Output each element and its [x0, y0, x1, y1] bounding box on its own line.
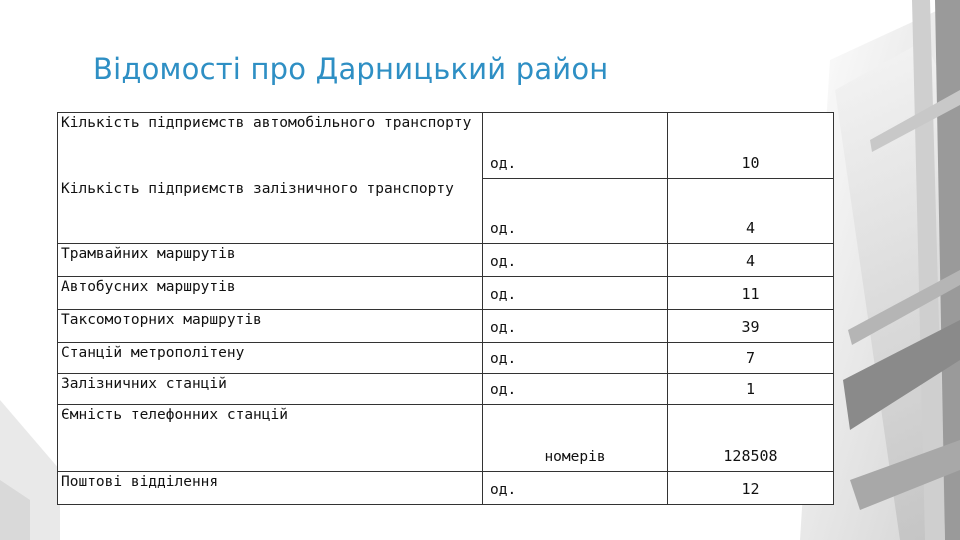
- table-row: [58, 343, 834, 374]
- row-unit: од.: [483, 310, 668, 343]
- row-label: Ємність телефонних станцій: [58, 405, 483, 472]
- row-unit: од.: [483, 179, 668, 244]
- row-unit: од.: [483, 244, 668, 277]
- row-value: 4: [668, 244, 834, 277]
- row-unit: од.: [483, 472, 668, 505]
- row-label: Станцій метрополітену: [58, 343, 483, 374]
- table-row: [58, 310, 834, 343]
- table-row: [58, 244, 834, 277]
- row-unit: од.: [483, 343, 668, 374]
- row-value: 10: [668, 113, 834, 179]
- table-row: [58, 405, 834, 472]
- row-label: Автобусних маршрутів: [58, 277, 483, 310]
- row-label: Таксомоторних маршрутів: [58, 310, 483, 343]
- row-unit: од.: [483, 113, 668, 179]
- row-label: Поштові відділення: [58, 472, 483, 505]
- row-value: 39: [668, 310, 834, 343]
- row-label: Залізничних станцій: [58, 374, 483, 405]
- row-label: Трамвайних маршрутів: [58, 244, 483, 277]
- row-unit: од.: [483, 277, 668, 310]
- district-info-table: [57, 112, 834, 505]
- table-row: [58, 277, 834, 310]
- row-value: 7: [668, 343, 834, 374]
- row-label: Кількість підприємств залізничного транспорту: [58, 179, 483, 244]
- row-value: 128508: [668, 405, 834, 472]
- table-row: [58, 179, 834, 244]
- table-row: [58, 113, 834, 179]
- row-value: 11: [668, 277, 834, 310]
- row-value: 1: [668, 374, 834, 405]
- table-row: [58, 374, 834, 405]
- row-value: 12: [668, 472, 834, 505]
- row-unit: номерів: [483, 405, 668, 472]
- slide-title: Відомості про Дарницький район: [93, 52, 609, 86]
- row-value: 4: [668, 179, 834, 244]
- row-label: Кількість підприємств автомобільного транспорту: [58, 113, 483, 179]
- row-unit: од.: [483, 374, 668, 405]
- table-row: [58, 472, 834, 505]
